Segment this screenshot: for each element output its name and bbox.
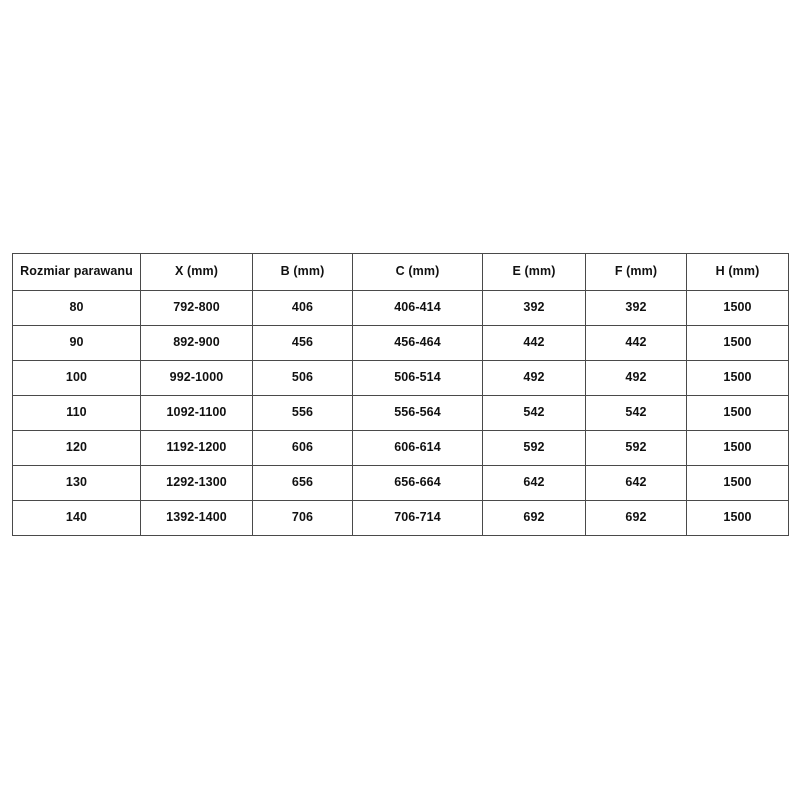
cell-size: 110 [13,396,141,431]
table-row [13,431,789,466]
cell-c: 406-414 [353,291,483,326]
cell-f: 442 [586,326,687,361]
table-row [13,466,789,501]
cell-h: 1500 [687,431,789,466]
cell-f: 592 [586,431,687,466]
cell-x: 1392-1400 [141,501,253,536]
table-row [13,326,789,361]
cell-b: 706 [253,501,353,536]
cell-x: 992-1000 [141,361,253,396]
cell-x: 1292-1300 [141,466,253,501]
cell-size: 80 [13,291,141,326]
cell-b: 506 [253,361,353,396]
cell-c: 656-664 [353,466,483,501]
column-header-x: X (mm) [141,254,253,291]
cell-b: 406 [253,291,353,326]
cell-f: 492 [586,361,687,396]
cell-h: 1500 [687,396,789,431]
cell-h: 1500 [687,501,789,536]
cell-b: 556 [253,396,353,431]
cell-c: 506-514 [353,361,483,396]
cell-b: 456 [253,326,353,361]
cell-b: 606 [253,431,353,466]
cell-c: 556-564 [353,396,483,431]
table-row [13,291,789,326]
cell-c: 706-714 [353,501,483,536]
cell-size: 120 [13,431,141,466]
cell-e: 492 [483,361,586,396]
table-row [13,501,789,536]
cell-f: 692 [586,501,687,536]
column-header-h: H (mm) [687,254,789,291]
cell-f: 392 [586,291,687,326]
cell-x: 892-900 [141,326,253,361]
cell-h: 1500 [687,466,789,501]
cell-h: 1500 [687,326,789,361]
cell-b: 656 [253,466,353,501]
cell-x: 1192-1200 [141,431,253,466]
column-header-e: E (mm) [483,254,586,291]
cell-e: 592 [483,431,586,466]
cell-e: 542 [483,396,586,431]
cell-e: 442 [483,326,586,361]
column-header-b: B (mm) [253,254,353,291]
cell-x: 792-800 [141,291,253,326]
cell-f: 642 [586,466,687,501]
table-header-row [13,254,789,291]
cell-x: 1092-1100 [141,396,253,431]
cell-h: 1500 [687,361,789,396]
table-row [13,396,789,431]
cell-e: 692 [483,501,586,536]
specification-table [12,253,789,536]
cell-size: 140 [13,501,141,536]
cell-e: 642 [483,466,586,501]
specification-table-container [12,253,788,536]
cell-h: 1500 [687,291,789,326]
cell-e: 392 [483,291,586,326]
column-header-rozmiar-parawanu: Rozmiar parawanu [13,254,141,291]
cell-f: 542 [586,396,687,431]
cell-c: 456-464 [353,326,483,361]
cell-size: 90 [13,326,141,361]
cell-size: 100 [13,361,141,396]
cell-c: 606-614 [353,431,483,466]
cell-size: 130 [13,466,141,501]
column-header-c: C (mm) [353,254,483,291]
table-row [13,361,789,396]
column-header-f: F (mm) [586,254,687,291]
